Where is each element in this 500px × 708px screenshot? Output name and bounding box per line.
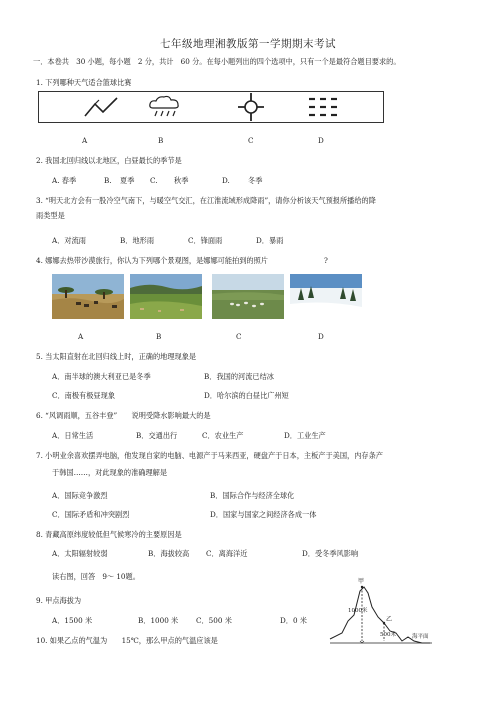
question-6: 6. “风调雨顺，五谷丰登” 说明受降水影响最大的是 xyxy=(36,411,211,420)
option-a: A xyxy=(82,136,88,145)
option-d: D．暴雨 xyxy=(256,236,284,245)
option-d: D．哈尔滨的白昼比广州短 xyxy=(204,391,289,400)
option-d-letter: D. xyxy=(222,176,230,185)
option-d: D．国家与国家之间经济各成一体 xyxy=(210,510,317,519)
option-d: D．0 米 xyxy=(280,616,307,625)
option-b: B xyxy=(158,136,164,145)
option-d: 冬季 xyxy=(248,176,263,185)
option-b: B．地形雨 xyxy=(120,236,155,245)
option-b: B．国际合作与经济全球化 xyxy=(210,491,295,500)
option-a: A．对流雨 xyxy=(52,236,86,245)
question-2: 2. 我国北回归线以北地区，白昼最长的季节是 xyxy=(36,156,182,165)
option-d: D．工业生产 xyxy=(284,431,326,440)
photo-snow-forest xyxy=(290,274,362,319)
option-c: C．国际矛盾和冲突剧烈 xyxy=(52,510,130,519)
option-b: B．我国的河流已结冰 xyxy=(204,372,274,381)
option-d: D．受冬季风影响 xyxy=(302,549,359,558)
question-7: 7. 小明业余喜欢摆弄电脑，他发现自家的电脑、电源产于马来西亚，硬盘产于日本，主板产于美国，内存条产 xyxy=(36,451,383,460)
question-5: 5. 当太阳直射在北回归线上时，正确的地理现象是 xyxy=(36,352,197,361)
option-b: B xyxy=(156,332,162,341)
photo-grassland-herd xyxy=(212,274,284,319)
option-c: 秋季 xyxy=(174,176,189,185)
sea-level-label: 海平面 xyxy=(412,634,429,640)
figure-instruction: 读右图，回答 9～ 10题。 xyxy=(52,572,140,581)
question-7-cont: 于韩国……，对此现象的准确理解是 xyxy=(52,468,168,477)
light-rain-icon xyxy=(147,94,183,124)
weather-icons-box xyxy=(38,91,384,123)
option-c: C．500 米 xyxy=(196,616,232,625)
option-a: A．太阳辐射较弱 xyxy=(52,549,108,558)
option-c: C xyxy=(236,332,242,341)
option-c: C．农业生产 xyxy=(202,431,244,440)
page-title: 七年级地理湘教版第一学期期末考试 xyxy=(160,38,336,50)
point-yi-label: 乙 xyxy=(386,616,393,623)
option-c: C xyxy=(248,136,254,145)
option-b: B．1000 米 xyxy=(138,616,179,625)
option-c-letter: C. xyxy=(150,176,158,185)
option-a: A. 春季 xyxy=(52,176,77,185)
question-9: 9. 甲点海拔为 xyxy=(36,596,82,605)
question-3-cont: 雨类型是 xyxy=(36,211,65,220)
exam-instructions: 一．本卷共 30 小题，每小题 2 分，共计 60 分。在每小题列出的四个选项中，只有一个是最符合题目要求的。 xyxy=(33,57,401,66)
option-c: C．离海洋近 xyxy=(206,549,248,558)
option-d: D xyxy=(318,136,324,145)
mountain-elevation-diagram xyxy=(326,577,436,657)
question-4: 4. 娜娜去热带沙漠旅行，你认为下列哪个景观图，是娜娜可能拍到的照片 xyxy=(36,256,268,265)
option-b: B．交通出行 xyxy=(136,431,178,440)
elevation-label-1000: 1000米 xyxy=(348,608,368,614)
sun-icon xyxy=(237,93,265,125)
option-a: A．国际竞争激烈 xyxy=(52,491,108,500)
option-a: A．日常生活 xyxy=(52,431,94,440)
option-b: B．海拔较高 xyxy=(148,549,190,558)
question-mark: ? xyxy=(324,256,328,265)
question-8: 8. 青藏高原纬度较低但气候寒冷的主要原因是 xyxy=(36,530,182,539)
option-a: A．南半球的澳大利亚已是冬季 xyxy=(52,372,151,381)
question-3: 3. “明天北方会有一股冷空气南下，与暖空气交汇，在江淮流域形成降雨”，请你分析该天气预报所播给的降 xyxy=(36,196,376,205)
sandstorm-icon xyxy=(307,96,341,124)
option-a: A．1500 米 xyxy=(52,616,93,625)
question-1: 1. 下列哪种天气适合篮球比赛 xyxy=(36,78,132,87)
cloud-with-lightning-icon xyxy=(81,94,121,124)
option-b-letter: B. xyxy=(104,176,112,185)
point-jia-label: 甲 xyxy=(358,578,365,585)
option-d: D xyxy=(318,332,324,341)
option-c: C．南极有极昼现象 xyxy=(52,391,116,400)
photo-savanna xyxy=(52,274,124,319)
elevation-label-500: 500米 xyxy=(380,632,396,638)
question-10: 10. 如果乙点的气温为 15℃，那么甲点的气温应该是 xyxy=(36,636,218,645)
photo-green-field xyxy=(130,274,202,319)
option-b: 夏季 xyxy=(120,176,135,185)
option-a: A xyxy=(78,332,84,341)
option-c: C．锋面雨 xyxy=(188,236,223,245)
